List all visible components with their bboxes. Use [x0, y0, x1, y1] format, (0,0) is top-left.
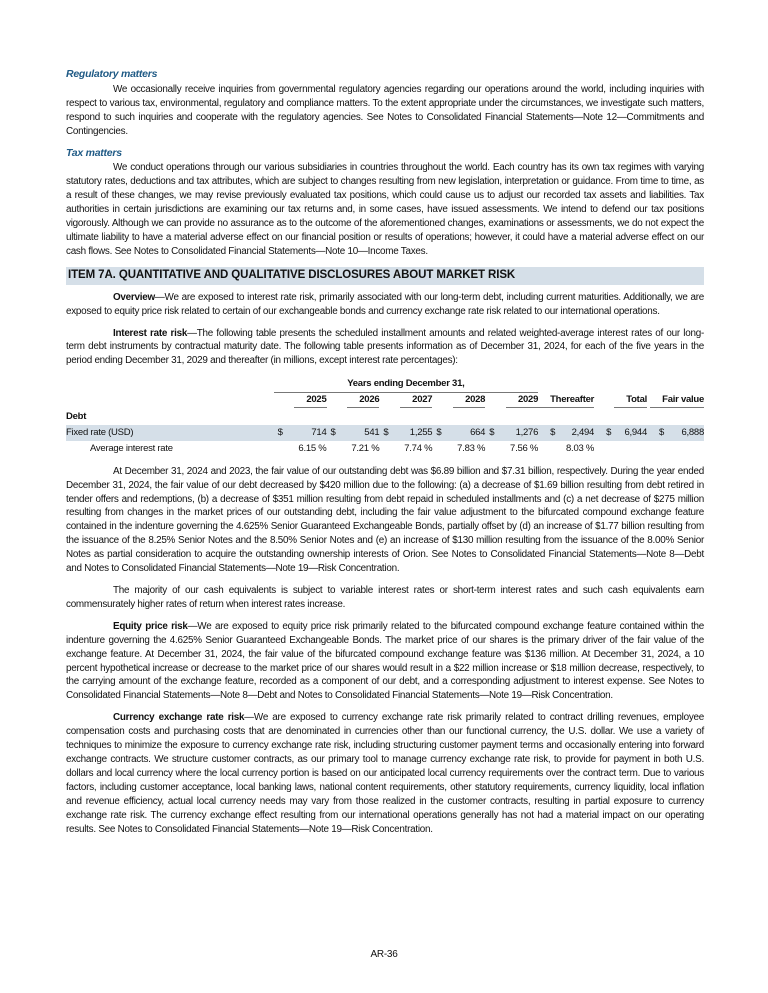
cell: $ 541 — [327, 425, 380, 441]
cell: $ 1,255 — [379, 425, 432, 441]
cell: $ 714 — [274, 425, 327, 441]
cell: 8.03 % — [566, 442, 595, 454]
currency-text: —We are exposed to currency exchange rate risk primarily related to contract drilling revenues, employee compensation costs and purchasing costs that are denominated in currencies other than our functional currency, the U.S. dollar. We use a variety of techniques to minimize the exposure to currency exchange rate risk, including structuring customer payment terms and occasionally entering into forward exchange contracts. We structure customer contracts, as our primary tool to manage currency exchange rate risk, to provide for payment in both U.S. dollars and local currency where the local currency portion is based on our anticipated local currency requirements over the contract term. Due to various factors, including customer acceptance, local banking laws, national content requirements, other statutory requirements, currency liquidity, local inflation and revenue efficiency, actual local currency needs may vary from those realized in the customer contracts, resulting in partial exposure to currency exchange rate risk. The currency exchange effect resulting from our international operations generally has not had a material impact on our operating results. See Notes to Consolidated Financial Statements—Note 19—Risk Concentration. — [66, 712, 704, 835]
currency-lead: Currency exchange rate risk — [113, 712, 245, 724]
interest-rate-lead: Interest rate risk — [113, 327, 188, 339]
currency-paragraph — [66, 711, 704, 836]
debt-table — [66, 376, 704, 457]
equity-price-text: —We are exposed to equity price risk primarily related to the bifurcated compound exchange feature contained within the indenture governing the 4.625% Senior Guaranteed Exchangeable Bonds. The market price of our shares is the primary driver of the fair value of the exchange feature. At December 31, 2024, the fair value of the bifurcated compound exchange feature was $136 million. At December 31, 2024, a 10 percent hypothetical increase or decrease to the market price of our shares would result in a $22 million increase or $18 million decrease, respectively, to the carrying amount of the exchange feature, recorded as a component of our debt, and a corresponding adjustment to interest expense. See Notes to Consolidated Financial Statements—Note 8—Debt and Notes to Consolidated Financial Statements—Note 19—Risk Concentration. — [66, 620, 704, 702]
row-label: Average interest rate — [90, 442, 173, 454]
cell: 7.74 % — [404, 442, 433, 454]
cell: 7.83 % — [457, 442, 486, 454]
col-header: 2028 — [432, 393, 485, 409]
fair-value-paragraph: At December 31, 2024 and 2023, the fair value of our outstanding debt was $6.89 billion and $7.31 billion, respectively. During the year ended December 31, 2024, the fair value of our debt decreased by $420 million due to the following: (a) a decrease of $1.69 billion resulting from debt retired in tender offers and redemptions, (b) a decrease of $351 million resulting from debt repaid in scheduled installments and (c) a net decrease of $275 million resulting from changes in the market prices of our outstanding debt, including the fair value adjustment to the bifurcated compound exchange feature contained in the indenture governing the 4.625% Senior Guaranteed Exchangeable Bonds, partially offset by (d) an increase of $1.77 billion resulting from the issuance of the 8.25% Senior Notes and the 8.50% Senior Notes and (e) an increase of $130 million resulting from the issuance of the 8.00% Senior Notes as partial consideration to acquire the outstanding ownership interests of Orion. See Notes to Consolidated Financial Statements—Note 8—Debt and Notes to Consolidated Financial Statements—Note 19—Risk Concentration. — [66, 465, 704, 575]
cell: 6.15 % — [298, 442, 327, 454]
cell: $ 6,944 — [594, 425, 647, 441]
regulatory-heading: Regulatory matters — [66, 68, 158, 80]
tax-paragraph: We conduct operations through our various subsidiaries in countries throughout the world. Each country has its own tax regimes with varying statutory rates, deductions and tax attributes, which are subject to changes resulting from new legislation, interpretation or guidance. From time to time, as a result of these changes, we may revise previously evaluated tax positions, which could cause us to adjust our recorded tax assets and liabilities. Tax authorities in certain jurisdictions are examining our tax returns and, in some cases, have issued assessments. We intend to defend our tax positions vigorously. Although we can provide no assurance as to the outcome of the aforementioned changes, examinations or assessments, we do not expect the ultimate liability to have a material adverse effect on our financial position or results of operations; however, it could have a material adverse effect on our cash flows. See Notes to Consolidated Financial Statements—Note 10—Income Taxes. — [66, 162, 704, 257]
col-header: 2027 — [379, 393, 432, 409]
years-group-header: Years ending December 31, — [274, 376, 539, 392]
overview-text: —We are exposed to interest rate risk, primarily associated with our long-term debt, including current maturities. Additionally, we are exposed to equity price risk related to certain of our exchangeable bonds and currency exchange rate risk related to our international operations. — [66, 291, 704, 317]
col-header: 2029 — [485, 393, 538, 409]
cell: 7.21 % — [351, 442, 380, 454]
cell: $ 664 — [432, 425, 485, 441]
col-header: 2026 — [327, 393, 380, 409]
col-header: Fair value — [647, 393, 704, 409]
tax-heading: Tax matters — [66, 146, 122, 159]
cell: 7.56 % — [510, 442, 539, 454]
cash-equivalents-paragraph: The majority of our cash equivalents is subject to variable interest rates or short-term interest rates and such cash equivalents earn commensurately higher rates of return when interest rates increase. — [66, 585, 704, 610]
section-label: Debt — [66, 411, 87, 423]
item-7a-heading: ITEM 7A. QUANTITATIVE AND QUALITATIVE DISCLOSURES ABOUT MARKET RISK — [66, 267, 704, 285]
page-number: AR-36 — [370, 949, 398, 960]
overview-lead: Overview — [113, 291, 155, 303]
interest-rate-paragraph — [66, 327, 704, 369]
col-header: 2025 — [274, 393, 327, 409]
table-row — [66, 425, 704, 441]
regulatory-paragraph: We occasionally receive inquiries from governmental regulatory agencies regarding our operations around the world, including inquiries with respect to various tax, environmental, regulatory and compliance matters. To the extent appropriate under the circumstances, we investigate such matters, respond to such inquiries and cooperate with the regulatory agencies. See Notes to Consolidated Financial Statements—Note 12—Commitments and Contingencies. — [66, 83, 704, 137]
col-header: Thereafter — [538, 393, 594, 409]
overview-paragraph — [66, 291, 704, 319]
col-header: Total — [594, 393, 647, 409]
equity-price-lead: Equity price risk — [113, 620, 188, 632]
row-label: Fixed rate (USD) — [66, 425, 274, 441]
interest-rate-text: —The following table presents the scheduled installment amounts and related weighted-average interest rates of our long-term debt instruments by contractual maturity date. The following table presents information as of December 31, 2024, for each of the five years in the period ending December 31, 2029 and thereafter (in millions, except interest rate percentages): — [66, 327, 704, 367]
cell: $ 6,888 — [647, 425, 704, 441]
table-row — [66, 441, 704, 457]
cell: $ 2,494 — [538, 425, 594, 441]
cell: $ 1,276 — [485, 425, 538, 441]
equity-price-paragraph — [66, 620, 704, 703]
